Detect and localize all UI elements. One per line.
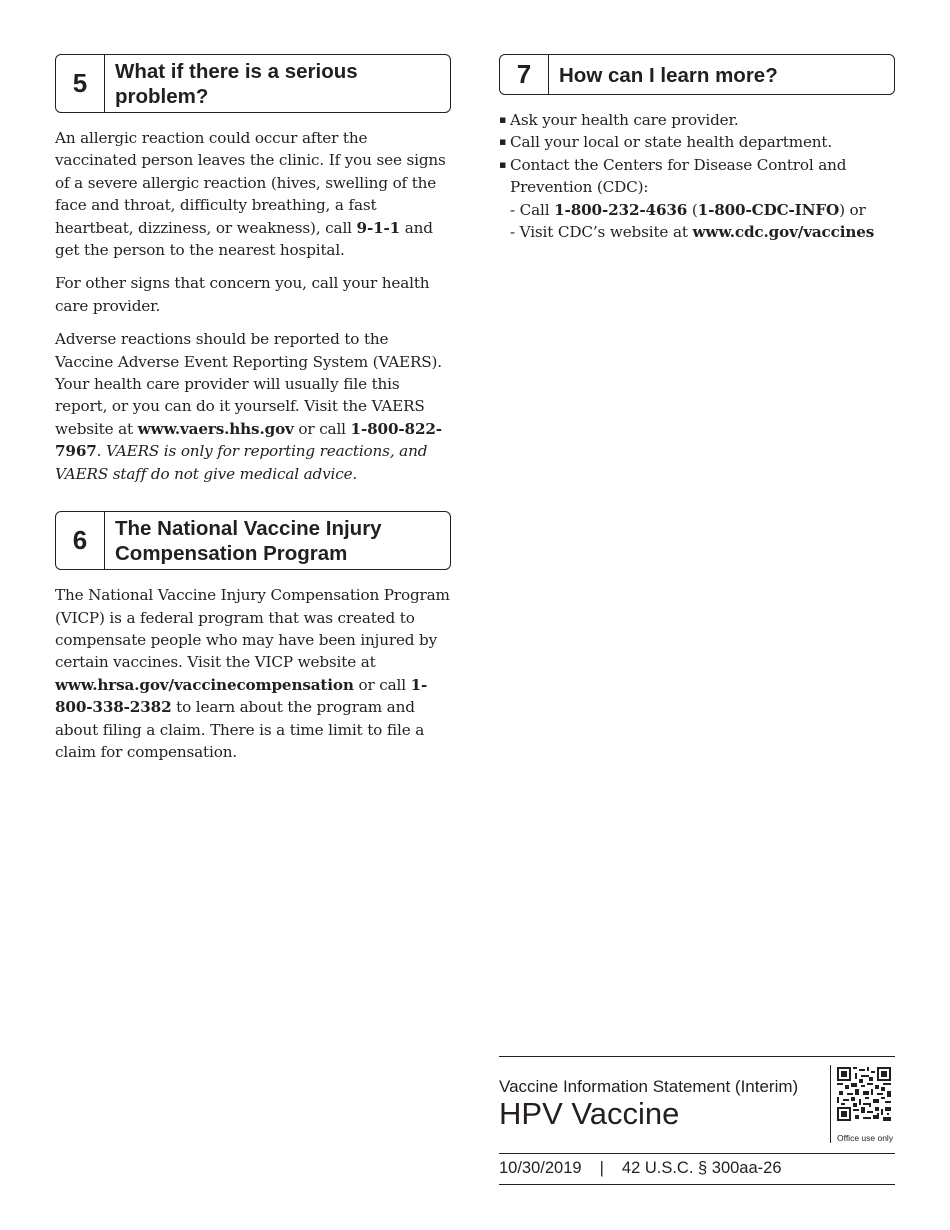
text: - Call bbox=[510, 200, 555, 219]
section-6-title bbox=[105, 512, 392, 569]
section-6-title-line1: The National Vaccine Injury bbox=[115, 517, 382, 541]
text: ) or bbox=[839, 200, 866, 219]
section-6-title-line2: Compensation Program bbox=[115, 542, 348, 566]
text: ( bbox=[687, 200, 698, 219]
office-use-box bbox=[830, 1065, 895, 1143]
text: to learn about the program and about filing a claim. There is a time limit to file a claim for compensation. bbox=[55, 698, 425, 761]
cdc-website-line bbox=[499, 221, 895, 243]
list-item bbox=[499, 154, 895, 199]
text: or call bbox=[353, 675, 411, 694]
bullet-icon: ▪ bbox=[499, 113, 507, 126]
text: The National Vaccine Injury Compensation Program (VICP) is a federal program that was created to compensate people who may have been injured by certain vaccines. Visit the VICP website at bbox=[55, 586, 450, 672]
cdc-phone-alt: 1-800-CDC-INFO bbox=[697, 200, 840, 219]
vaers-phone: 1-800-822-7967 bbox=[55, 419, 442, 461]
footer-title-block bbox=[499, 1057, 830, 1143]
edition-date: 10/30/2019 bbox=[499, 1159, 582, 1177]
list-item-text: Contact the Centers for Disease Control and Prevention (CDC): bbox=[510, 155, 847, 197]
text: - Visit CDC’s website at bbox=[510, 223, 693, 242]
section-7-title: How can I learn more? bbox=[559, 63, 778, 87]
text: . bbox=[96, 442, 107, 461]
section-5-header bbox=[55, 54, 451, 113]
section-5-paragraph-2: For other signs that concern you, call your health care provider. bbox=[55, 274, 430, 315]
footer-meta bbox=[499, 1153, 895, 1185]
text: Adverse reactions should be reported to the Vaccine Adverse Event Reporting System (VAERS). Your health care provider will usually file this report, or you can do it yourself. Visit the VAERS website at bbox=[55, 330, 442, 438]
section-7-number: 7 bbox=[500, 55, 549, 94]
list-item-text: Ask your health care provider. bbox=[510, 111, 739, 129]
footer-row bbox=[499, 1057, 895, 1143]
section-5-number: 5 bbox=[56, 55, 105, 112]
list-item bbox=[499, 131, 895, 153]
legal-citation: 42 U.S.C. § 300aa-26 bbox=[621, 1159, 782, 1177]
section-6-paragraph-1 bbox=[55, 584, 451, 763]
list-item-text: Call your local or state health department. bbox=[510, 133, 833, 152]
vicp-url: www.hrsa.gov/vaccinecompensation bbox=[55, 675, 354, 694]
text: and get the person to the nearest hospital. bbox=[55, 218, 433, 260]
section-5-title-line1: What if there is a serious bbox=[115, 60, 358, 83]
vaccine-name: HPV Vaccine bbox=[499, 1096, 680, 1131]
bullet-icon: ▪ bbox=[499, 135, 507, 149]
list-item bbox=[499, 109, 895, 131]
vaers-url: www.vaers.hhs.gov bbox=[137, 419, 294, 438]
bullet-icon: ▪ bbox=[499, 157, 507, 171]
text: or call bbox=[293, 419, 351, 438]
cdc-phone: 1-800-232-4636 bbox=[554, 200, 688, 219]
vaers-disclaimer: VAERS is only for reporting reactions, and VAERS staff do not give medical advice. bbox=[55, 442, 428, 483]
emergency-number: 9-1-1 bbox=[356, 218, 401, 237]
section-5-title bbox=[105, 55, 368, 112]
section-6-number: 6 bbox=[56, 512, 105, 569]
separator: | bbox=[599, 1159, 604, 1177]
left-column bbox=[55, 54, 451, 763]
text: An allergic reaction could occur after the vaccinated person leaves the clinic. If you see signs of a severe allergic reaction (hives, swelling of the face and throat, difficulty breathing, a fast heartbeat, dizziness, or weakness), call bbox=[55, 129, 446, 237]
vicp-phone: 1-800-338-2382 bbox=[55, 675, 428, 717]
section-5-paragraph-3 bbox=[55, 328, 451, 485]
section-6-header bbox=[55, 511, 451, 570]
right-column bbox=[499, 54, 895, 243]
cdc-url: www.cdc.gov/vaccines bbox=[692, 223, 875, 242]
vis-label: Vaccine Information Statement (Interim) bbox=[499, 1077, 799, 1096]
footer bbox=[499, 1056, 895, 1185]
section-5-title-line2: problem? bbox=[115, 85, 209, 108]
qr-code-icon bbox=[837, 1067, 891, 1121]
section-5-paragraph-1 bbox=[55, 127, 451, 261]
office-use-label: Office use only bbox=[837, 1133, 894, 1143]
cdc-phone-line bbox=[499, 199, 895, 221]
section-7-header bbox=[499, 54, 895, 95]
learn-more-list bbox=[499, 109, 895, 199]
